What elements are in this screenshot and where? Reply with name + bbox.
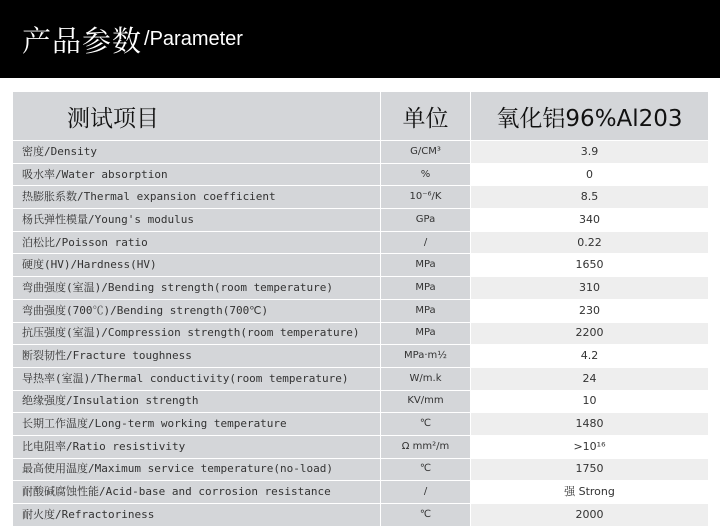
row-unit: MPa·m½ <box>381 345 471 368</box>
row-unit: ℃ <box>381 413 471 436</box>
row-name: 泊松比/Poisson ratio <box>13 231 381 254</box>
table-row <box>13 299 709 322</box>
row-unit: GPa <box>381 209 471 232</box>
table-row <box>13 322 709 345</box>
table-row <box>13 435 709 458</box>
row-value: 1750 <box>471 458 709 481</box>
row-value: 24 <box>471 367 709 390</box>
page-header <box>0 0 720 78</box>
table-row <box>13 163 709 186</box>
row-value: 1650 <box>471 254 709 277</box>
row-unit: G/CM³ <box>381 141 471 164</box>
row-unit: MPa <box>381 254 471 277</box>
row-unit: % <box>381 163 471 186</box>
table-row <box>13 367 709 390</box>
row-value: 0.22 <box>471 231 709 254</box>
row-name: 最高使用温度/Maximum service temperature(no-load) <box>13 458 381 481</box>
row-unit: / <box>381 481 471 504</box>
row-name: 弯曲强度(700℃)/Bending strength(700℃) <box>13 299 381 322</box>
row-name: 热膨胀系数/Thermal expansion coefficient <box>13 186 381 209</box>
row-value: 强 Strong <box>471 481 709 504</box>
table-row <box>13 209 709 232</box>
row-value: 4.2 <box>471 345 709 368</box>
column-header-material: 氧化铝96%Al203 <box>471 92 709 141</box>
row-name: 耐火度/Refractoriness <box>13 504 381 527</box>
row-name: 绝缘强度/Insulation strength <box>13 390 381 413</box>
row-value: 340 <box>471 209 709 232</box>
row-unit: ℃ <box>381 458 471 481</box>
table-row <box>13 186 709 209</box>
row-unit: Ω mm²/m <box>381 435 471 458</box>
row-value: 2000 <box>471 504 709 527</box>
row-name: 杨氏弹性模量/Young's modulus <box>13 209 381 232</box>
table-row <box>13 345 709 368</box>
row-name: 弯曲强度(室温)/Bending strength(room temperature) <box>13 277 381 300</box>
row-name: 抗压强度(室温)/Compression strength(room temperature) <box>13 322 381 345</box>
column-header-unit: 单位 <box>381 92 471 141</box>
row-name: 长期工作温度/Long-term working temperature <box>13 413 381 436</box>
row-unit: W/m.k <box>381 367 471 390</box>
page-subtitle: /Parameter <box>144 27 243 50</box>
row-unit: MPa <box>381 322 471 345</box>
row-value: >10¹⁶ <box>471 435 709 458</box>
row-unit: ℃ <box>381 504 471 527</box>
table-row <box>13 277 709 300</box>
row-name: 硬度(HV)/Hardness(HV) <box>13 254 381 277</box>
table-row <box>13 413 709 436</box>
row-name: 密度/Density <box>13 141 381 164</box>
row-value: 3.9 <box>471 141 709 164</box>
table-row <box>13 481 709 504</box>
row-value: 8.5 <box>471 186 709 209</box>
row-name: 吸水率/Water absorption <box>13 163 381 186</box>
row-unit: KV/mm <box>381 390 471 413</box>
row-name: 耐酸碱腐蚀性能/Acid-base and corrosion resistance <box>13 481 381 504</box>
table-row <box>13 141 709 164</box>
parameter-table <box>12 91 709 527</box>
row-unit: MPa <box>381 277 471 300</box>
row-unit: 10⁻⁶/K <box>381 186 471 209</box>
table-row <box>13 231 709 254</box>
table-row <box>13 504 709 527</box>
column-header-test-item: 测试项目 <box>13 92 381 141</box>
table-row <box>13 458 709 481</box>
page-title: 产品参数 <box>22 23 143 58</box>
table-row <box>13 390 709 413</box>
row-value: 1480 <box>471 413 709 436</box>
row-unit: / <box>381 231 471 254</box>
row-name: 比电阻率/Ratio resistivity <box>13 435 381 458</box>
row-value: 10 <box>471 390 709 413</box>
row-value: 310 <box>471 277 709 300</box>
row-unit: MPa <box>381 299 471 322</box>
row-name: 导热率(室温)/Thermal conductivity(room temperature) <box>13 367 381 390</box>
row-value: 2200 <box>471 322 709 345</box>
table-row <box>13 254 709 277</box>
table-header-row <box>13 92 709 141</box>
row-value: 0 <box>471 163 709 186</box>
row-value: 230 <box>471 299 709 322</box>
row-name: 断裂韧性/Fracture toughness <box>13 345 381 368</box>
